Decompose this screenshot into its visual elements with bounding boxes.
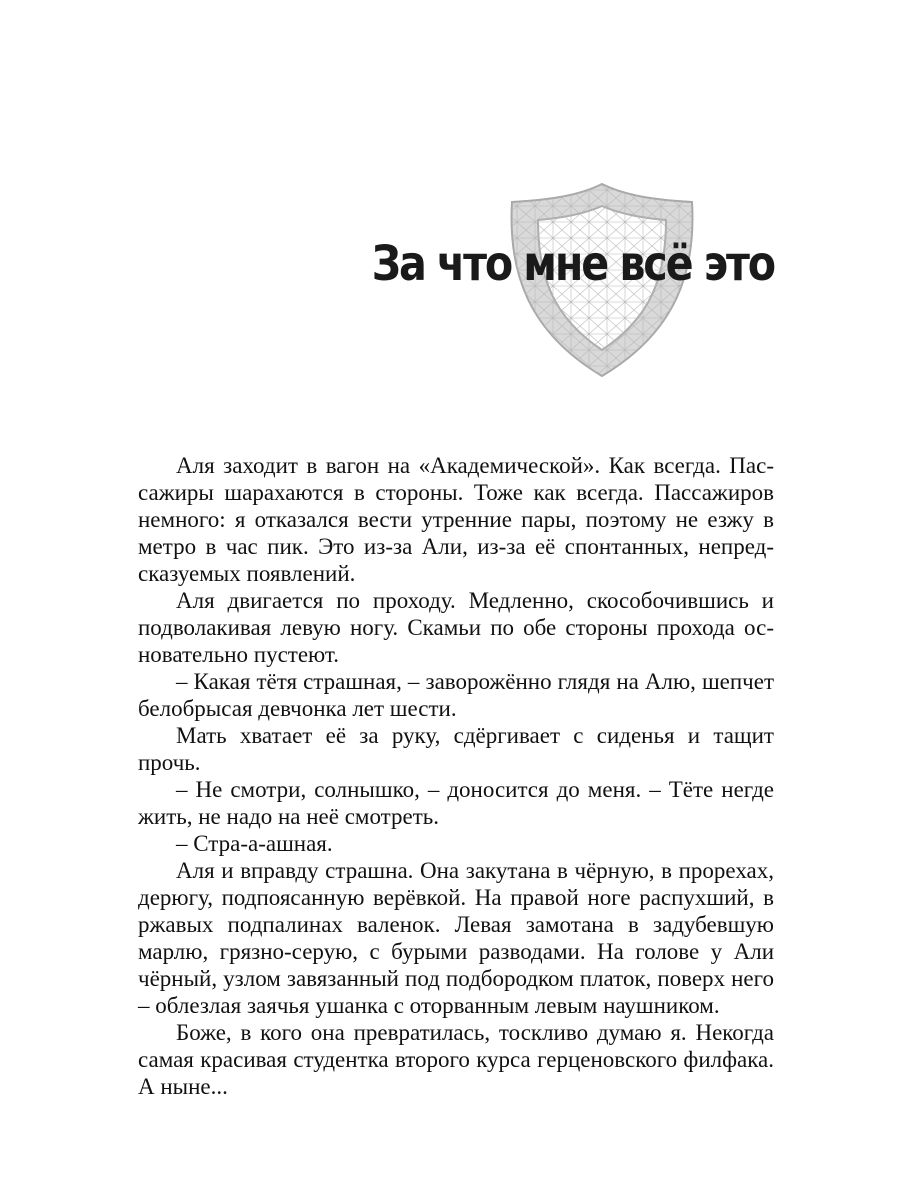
paragraph: – Какая тётя страшная, – заворожённо глядя на Алю, шепчет белобрысая девчонка лет шести. xyxy=(138,669,774,721)
chapter-body xyxy=(138,452,774,1100)
paragraph: Аля заходит в вагон на «Академической». Как всегда. Пассажиры шарахаются в стороны. Тоже как всегда. Пассажиров немного: я отказался вести утренние пары, поэтому не езжу в метро в час пик. Это из-за Али, из-за её спонтанных, непредсказуемых появлений. xyxy=(138,453,774,586)
chapter-title: За что мне всё это xyxy=(371,236,774,292)
paragraph: – Не смотри, солнышко, – доносится до меня. – Тёте негде жить, не надо на неё смотреть. xyxy=(138,777,774,829)
paragraph: – Стра-а-ашная. xyxy=(176,831,333,856)
paragraph: Мать хватает её за руку, сдёргивает с сиденья и тащит прочь. xyxy=(138,723,774,775)
paragraph: Аля двигается по проходу. Медленно, скособочившись и подволакивая левую ногу. Скамьи по обе стороны прохода основательно пустеют. xyxy=(138,588,774,667)
paragraph: Боже, в кого она превратилась, тоскливо думаю я. Некогда самая красивая студентка второго курса герценовского филфака. А ныне... xyxy=(138,1020,774,1099)
paragraph: Аля и вправду страшна. Она закутана в чёрную, в прорехах, дерюгу, подпоясанную верёвкой. На правой ноге распухший, в ржавых подпалинах валенок. Левая замотана в задубевшую марлю, грязно-серую, с бурыми разводами. На голове у Али чёрный, узлом завязанный под подбородком платок, поверх него – облезлая заячья ушанка с оторванным левым наушником. xyxy=(138,858,774,1018)
